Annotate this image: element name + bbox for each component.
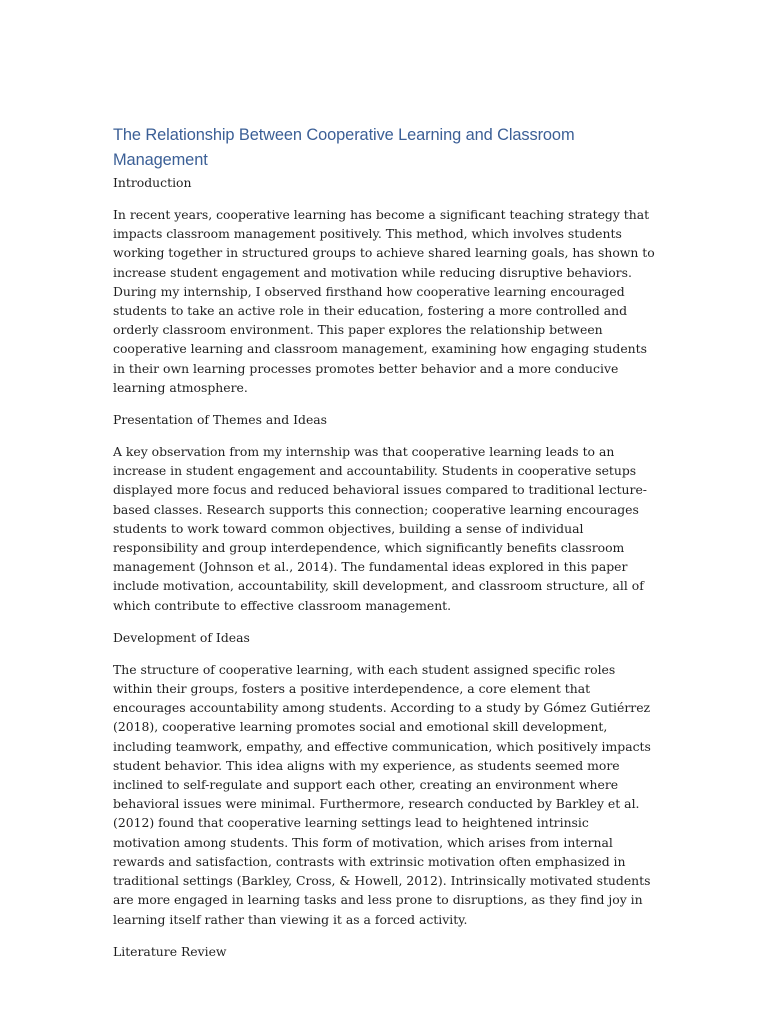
paragraph-introduction: In recent years, cooperative learning has become a significant teaching strategy that impacts classroom management positively. This method, which involves students working together in structured groups to achieve shared learning goals, has shown to increase student engagement and motivation while reducing disruptive behaviors. During my internship, I observed firsthand how cooperative learning encouraged students to take an active role in their education, fostering a more controlled and orderly classroom environment. This paper explores the relationship between cooperative learning and classroom management, examining how engaging students in their own learning processes promotes better behavior and a more conducive learning atmosphere. (113, 207, 655, 395)
section-heading-introduction: Introduction (113, 175, 192, 190)
paragraph-themes: A key observation from my internship was that cooperative learning leads to an increase in student engagement and accountability. Students in cooperative setups displayed more focus and reduced behavioral issues compared to traditional lecture-based classes. Research supports this connection; cooperative learning encourages students to work toward common objectives, building a sense of individual responsibility and group interdependence, which significantly benefits classroom management (Johnson et al., 2014). The fundamental ideas explored in this paper include motivation, accountability, skill development, and classroom structure, all of which contribute to effective classroom management. (113, 444, 647, 613)
paragraph-development: The structure of cooperative learning, with each student assigned specific roles within their groups, fosters a positive interdependence, a core element that encourages accountability among students. According to a study by Gómez Gutiérrez (2018), cooperative learning promotes social and emotional skill development, including teamwork, empathy, and effective communication, which positively impacts student behavior. This idea aligns with my experience, as students seemed more inclined to self-regulate and support each other, creating an environment where behavioral issues were minimal. Furthermore, research conducted by Barkley et al. (2012) found that cooperative learning settings lead to heightened intrinsic motivation among students. This form of motivation, which arises from internal rewards and satisfaction, contrasts with extrinsic motivation often emphasized in traditional settings (Barkley, Cross, & Howell, 2012). Intrinsically motivated students are more engaged in learning tasks and less prone to disruptions, as they find joy in learning itself rather than viewing it as a forced activity. (113, 661, 651, 927)
section-heading-themes: Presentation of Themes and Ideas (113, 412, 328, 428)
document-title: The Relationship Between Cooperative Learning and Classroom Management (113, 126, 575, 169)
section-heading-development: Development of Ideas (113, 629, 250, 645)
document-body (113, 123, 658, 974)
section-heading-literature-review: Literature Review (113, 943, 227, 959)
